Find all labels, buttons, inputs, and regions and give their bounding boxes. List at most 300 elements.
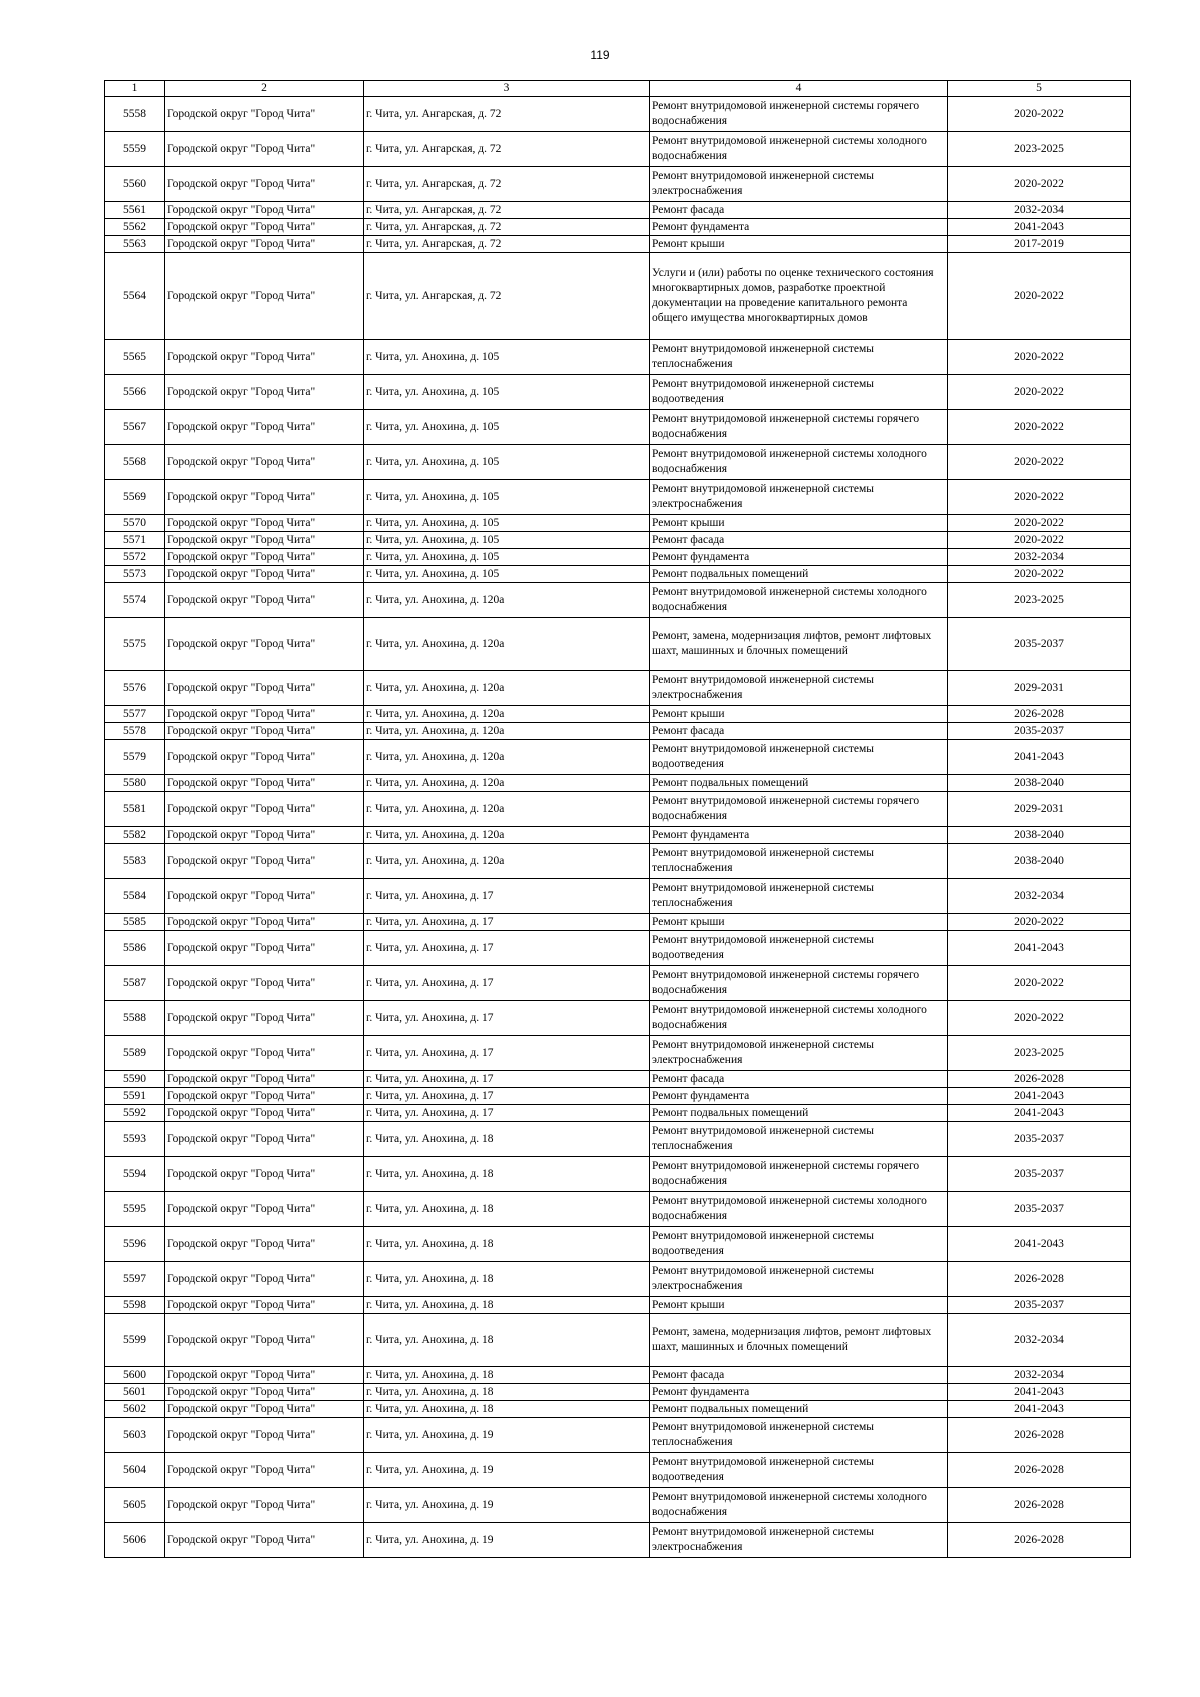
address-cell: г. Чита, ул. Анохина, д. 17 [364,879,650,914]
table-row [105,671,1131,706]
page-number: 119 [590,48,610,62]
municipality-cell: Городской округ "Город Чита" [165,1157,364,1192]
table-row [105,775,1131,792]
table-row [105,1122,1131,1157]
header-row [105,81,1131,97]
table-body [105,97,1131,1558]
work-type-cell: Ремонт внутридомовой инженерной системы теплоснабжения [650,1122,948,1157]
capital-repair-table [104,80,1131,1558]
municipality-cell: Городской округ "Город Чита" [165,1122,364,1157]
municipality-cell: Городской округ "Город Чита" [165,1367,364,1384]
work-type-cell: Ремонт внутридомовой инженерной системы холодного водоснабжения [650,1001,948,1036]
row-number-cell: 5561 [105,202,165,219]
table-row [105,1453,1131,1488]
address-cell: г. Чита, ул. Ангарская, д. 72 [364,132,650,167]
period-cell: 2041-2043 [948,1227,1131,1262]
municipality-cell: Городской округ "Город Чита" [165,566,364,583]
table-row [105,914,1131,931]
table-row [105,480,1131,515]
table-row [105,1401,1131,1418]
municipality-cell: Городской округ "Город Чита" [165,219,364,236]
table-row [105,1367,1131,1384]
table-row [105,1001,1131,1036]
address-cell: г. Чита, ул. Анохина, д. 17 [364,1071,650,1088]
row-number-cell: 5597 [105,1262,165,1297]
work-type-cell: Ремонт фасада [650,723,948,740]
table-row [105,792,1131,827]
row-number-cell: 5598 [105,1297,165,1314]
work-type-cell: Ремонт фундамента [650,827,948,844]
period-cell: 2041-2043 [948,1401,1131,1418]
table-row [105,618,1131,671]
work-type-cell: Ремонт внутридомовой инженерной системы горячего водоснабжения [650,1157,948,1192]
address-cell: г. Чита, ул. Анохина, д. 18 [364,1227,650,1262]
municipality-cell: Городской округ "Город Чита" [165,671,364,706]
row-number-cell: 5569 [105,480,165,515]
table-row [105,253,1131,340]
row-number-cell: 5605 [105,1488,165,1523]
row-number-cell: 5564 [105,253,165,340]
period-cell: 2026-2028 [948,706,1131,723]
period-cell: 2029-2031 [948,671,1131,706]
table-row [105,236,1131,253]
municipality-cell: Городской округ "Город Чита" [165,740,364,775]
table-row [105,410,1131,445]
row-number-cell: 5571 [105,532,165,549]
municipality-cell: Городской округ "Город Чита" [165,1036,364,1071]
header-col-4: 4 [650,81,948,97]
municipality-cell: Городской округ "Город Чита" [165,1453,364,1488]
row-number-cell: 5601 [105,1384,165,1401]
period-cell: 2041-2043 [948,1384,1131,1401]
period-cell: 2035-2037 [948,1122,1131,1157]
municipality-cell: Городской округ "Город Чита" [165,723,364,740]
address-cell: г. Чита, ул. Ангарская, д. 72 [364,97,650,132]
address-cell: г. Чита, ул. Анохина, д. 120а [364,740,650,775]
address-cell: г. Чита, ул. Анохина, д. 18 [364,1384,650,1401]
table-row [105,931,1131,966]
address-cell: г. Чита, ул. Анохина, д. 18 [364,1262,650,1297]
table-row [105,340,1131,375]
period-cell: 2026-2028 [948,1453,1131,1488]
table-row [105,566,1131,583]
municipality-cell: Городской округ "Город Чита" [165,340,364,375]
row-number-cell: 5590 [105,1071,165,1088]
work-type-cell: Ремонт крыши [650,236,948,253]
table-row [105,1314,1131,1367]
work-type-cell: Ремонт внутридомовой инженерной системы холодного водоснабжения [650,132,948,167]
table-row [105,1071,1131,1088]
table-row [105,879,1131,914]
work-type-cell: Ремонт внутридомовой инженерной системы электроснабжения [650,671,948,706]
row-number-cell: 5572 [105,549,165,566]
address-cell: г. Чита, ул. Ангарская, д. 72 [364,219,650,236]
address-cell: г. Чита, ул. Анохина, д. 17 [364,1036,650,1071]
period-cell: 2023-2025 [948,1036,1131,1071]
municipality-cell: Городской округ "Город Чита" [165,931,364,966]
work-type-cell: Ремонт, замена, модернизация лифтов, ремонт лифтовых шахт, машинных и блочных помещений [650,618,948,671]
row-number-cell: 5575 [105,618,165,671]
municipality-cell: Городской округ "Город Чита" [165,549,364,566]
row-number-cell: 5602 [105,1401,165,1418]
address-cell: г. Чита, ул. Анохина, д. 18 [364,1401,650,1418]
address-cell: г. Чита, ул. Анохина, д. 19 [364,1523,650,1558]
work-type-cell: Ремонт внутридомовой инженерной системы водоотведения [650,1453,948,1488]
municipality-cell: Городской округ "Город Чита" [165,1071,364,1088]
municipality-cell: Городской округ "Город Чита" [165,1192,364,1227]
period-cell: 2020-2022 [948,914,1131,931]
work-type-cell: Ремонт фасада [650,1367,948,1384]
municipality-cell: Городской округ "Город Чита" [165,914,364,931]
municipality-cell: Городской округ "Город Чита" [165,202,364,219]
work-type-cell: Ремонт крыши [650,515,948,532]
table-row [105,202,1131,219]
row-number-cell: 5579 [105,740,165,775]
table-row [105,966,1131,1001]
row-number-cell: 5594 [105,1157,165,1192]
table-row [105,827,1131,844]
period-cell: 2020-2022 [948,410,1131,445]
table-row [105,1105,1131,1122]
period-cell: 2020-2022 [948,480,1131,515]
table-header [105,81,1131,97]
row-number-cell: 5573 [105,566,165,583]
work-type-cell: Ремонт внутридомовой инженерной системы водоотведения [650,375,948,410]
table-row [105,1036,1131,1071]
period-cell: 2038-2040 [948,775,1131,792]
table-row [105,549,1131,566]
work-type-cell: Ремонт внутридомовой инженерной системы холодного водоснабжения [650,1192,948,1227]
municipality-cell: Городской округ "Город Чита" [165,1401,364,1418]
municipality-cell: Городской округ "Город Чита" [165,97,364,132]
row-number-cell: 5576 [105,671,165,706]
work-type-cell: Ремонт внутридомовой инженерной системы электроснабжения [650,1262,948,1297]
table-row [105,515,1131,532]
address-cell: г. Чита, ул. Анохина, д. 17 [364,1001,650,1036]
address-cell: г. Чита, ул. Анохина, д. 17 [364,931,650,966]
address-cell: г. Чита, ул. Анохина, д. 120а [364,671,650,706]
municipality-cell: Городской округ "Город Чита" [165,236,364,253]
period-cell: 2020-2022 [948,97,1131,132]
address-cell: г. Чита, ул. Анохина, д. 17 [364,914,650,931]
work-type-cell: Ремонт фундамента [650,549,948,566]
table-row [105,167,1131,202]
period-cell: 2041-2043 [948,219,1131,236]
work-type-cell: Ремонт, замена, модернизация лифтов, ремонт лифтовых шахт, машинных и блочных помещений [650,1314,948,1367]
address-cell: г. Чита, ул. Анохина, д. 120а [364,618,650,671]
municipality-cell: Городской округ "Город Чита" [165,1227,364,1262]
work-type-cell: Ремонт подвальных помещений [650,566,948,583]
table-row [105,1088,1131,1105]
row-number-cell: 5566 [105,375,165,410]
address-cell: г. Чита, ул. Анохина, д. 18 [364,1314,650,1367]
work-type-cell: Ремонт внутридомовой инженерной системы теплоснабжения [650,844,948,879]
address-cell: г. Чита, ул. Анохина, д. 19 [364,1488,650,1523]
municipality-cell: Городской округ "Город Чита" [165,1384,364,1401]
period-cell: 2023-2025 [948,132,1131,167]
municipality-cell: Городской округ "Город Чита" [165,375,364,410]
work-type-cell: Ремонт фундамента [650,219,948,236]
work-type-cell: Ремонт крыши [650,706,948,723]
period-cell: 2035-2037 [948,1157,1131,1192]
work-type-cell: Ремонт подвальных помещений [650,775,948,792]
municipality-cell: Городской округ "Город Чита" [165,1105,364,1122]
work-type-cell: Ремонт внутридомовой инженерной системы холодного водоснабжения [650,1488,948,1523]
address-cell: г. Чита, ул. Анохина, д. 19 [364,1418,650,1453]
period-cell: 2035-2037 [948,1192,1131,1227]
header-col-1: 1 [105,81,165,97]
row-number-cell: 5592 [105,1105,165,1122]
address-cell: г. Чита, ул. Ангарская, д. 72 [364,236,650,253]
table-row [105,1297,1131,1314]
table-row [105,723,1131,740]
municipality-cell: Городской округ "Город Чита" [165,410,364,445]
work-type-cell: Ремонт внутридомовой инженерной системы горячего водоснабжения [650,97,948,132]
address-cell: г. Чита, ул. Анохина, д. 18 [364,1157,650,1192]
row-number-cell: 5583 [105,844,165,879]
address-cell: г. Чита, ул. Ангарская, д. 72 [364,253,650,340]
row-number-cell: 5606 [105,1523,165,1558]
work-type-cell: Ремонт внутридомовой инженерной системы холодного водоснабжения [650,445,948,480]
municipality-cell: Городской округ "Город Чита" [165,583,364,618]
period-cell: 2032-2034 [948,1314,1131,1367]
period-cell: 2038-2040 [948,844,1131,879]
row-number-cell: 5584 [105,879,165,914]
address-cell: г. Чита, ул. Анохина, д. 105 [364,480,650,515]
row-number-cell: 5568 [105,445,165,480]
work-type-cell: Ремонт внутридомовой инженерной системы водоотведения [650,740,948,775]
work-type-cell: Ремонт крыши [650,1297,948,1314]
row-number-cell: 5588 [105,1001,165,1036]
work-type-cell: Ремонт внутридомовой инженерной системы теплоснабжения [650,1418,948,1453]
address-cell: г. Чита, ул. Анохина, д. 120а [364,775,650,792]
header-col-2: 2 [165,81,364,97]
address-cell: г. Чита, ул. Анохина, д. 105 [364,515,650,532]
table-row [105,132,1131,167]
table-row [105,1384,1131,1401]
address-cell: г. Чита, ул. Ангарская, д. 72 [364,167,650,202]
row-number-cell: 5580 [105,775,165,792]
address-cell: г. Чита, ул. Анохина, д. 120а [364,844,650,879]
period-cell: 2032-2034 [948,879,1131,914]
work-type-cell: Ремонт внутридомовой инженерной системы электроснабжения [650,480,948,515]
period-cell: 2020-2022 [948,340,1131,375]
work-type-cell: Ремонт внутридомовой инженерной системы водоотведения [650,1227,948,1262]
municipality-cell: Городской округ "Город Чита" [165,445,364,480]
municipality-cell: Городской округ "Город Чита" [165,1088,364,1105]
period-cell: 2032-2034 [948,202,1131,219]
address-cell: г. Чита, ул. Анохина, д. 120а [364,723,650,740]
period-cell: 2029-2031 [948,792,1131,827]
table-row [105,740,1131,775]
period-cell: 2041-2043 [948,1088,1131,1105]
municipality-cell: Городской округ "Город Чита" [165,775,364,792]
municipality-cell: Городской округ "Город Чита" [165,966,364,1001]
table-row [105,375,1131,410]
work-type-cell: Ремонт фасада [650,202,948,219]
period-cell: 2026-2028 [948,1071,1131,1088]
address-cell: г. Чита, ул. Анохина, д. 105 [364,410,650,445]
work-type-cell: Ремонт фундамента [650,1384,948,1401]
municipality-cell: Городской округ "Город Чита" [165,1001,364,1036]
work-type-cell: Ремонт внутридомовой инженерной системы теплоснабжения [650,879,948,914]
work-type-cell: Ремонт фасада [650,1071,948,1088]
header-col-3: 3 [364,81,650,97]
municipality-cell: Городской округ "Город Чита" [165,1297,364,1314]
table-row [105,583,1131,618]
period-cell: 2026-2028 [948,1523,1131,1558]
row-number-cell: 5589 [105,1036,165,1071]
row-number-cell: 5603 [105,1418,165,1453]
row-number-cell: 5563 [105,236,165,253]
work-type-cell: Ремонт внутридомовой инженерной системы теплоснабжения [650,340,948,375]
period-cell: 2020-2022 [948,445,1131,480]
municipality-cell: Городской округ "Город Чита" [165,618,364,671]
municipality-cell: Городской округ "Город Чита" [165,167,364,202]
table-row [105,219,1131,236]
row-number-cell: 5599 [105,1314,165,1367]
period-cell: 2020-2022 [948,966,1131,1001]
work-type-cell: Ремонт внутридомовой инженерной системы электроснабжения [650,1036,948,1071]
period-cell: 2020-2022 [948,253,1131,340]
row-number-cell: 5586 [105,931,165,966]
work-type-cell: Ремонт фундамента [650,1088,948,1105]
period-cell: 2020-2022 [948,532,1131,549]
period-cell: 2020-2022 [948,566,1131,583]
row-number-cell: 5574 [105,583,165,618]
address-cell: г. Чита, ул. Анохина, д. 17 [364,966,650,1001]
period-cell: 2020-2022 [948,1001,1131,1036]
period-cell: 2026-2028 [948,1262,1131,1297]
municipality-cell: Городской округ "Город Чита" [165,1523,364,1558]
municipality-cell: Городской округ "Город Чита" [165,1418,364,1453]
municipality-cell: Городской округ "Город Чита" [165,1314,364,1367]
period-cell: 2020-2022 [948,375,1131,410]
work-type-cell: Ремонт внутридомовой инженерной системы горячего водоснабжения [650,966,948,1001]
address-cell: г. Чита, ул. Анохина, д. 105 [364,532,650,549]
work-type-cell: Ремонт внутридомовой инженерной системы электроснабжения [650,1523,948,1558]
period-cell: 2041-2043 [948,931,1131,966]
header-col-5: 5 [948,81,1131,97]
address-cell: г. Чита, ул. Анохина, д. 18 [364,1192,650,1227]
row-number-cell: 5562 [105,219,165,236]
work-type-cell: Ремонт крыши [650,914,948,931]
work-type-cell: Ремонт внутридомовой инженерной системы горячего водоснабжения [650,792,948,827]
row-number-cell: 5567 [105,410,165,445]
period-cell: 2032-2034 [948,1367,1131,1384]
address-cell: г. Чита, ул. Анохина, д. 105 [364,375,650,410]
table-row [105,1262,1131,1297]
row-number-cell: 5570 [105,515,165,532]
address-cell: г. Чита, ул. Ангарская, д. 72 [364,202,650,219]
municipality-cell: Городской округ "Город Чита" [165,1262,364,1297]
period-cell: 2020-2022 [948,167,1131,202]
row-number-cell: 5558 [105,97,165,132]
row-number-cell: 5560 [105,167,165,202]
municipality-cell: Городской округ "Город Чита" [165,1488,364,1523]
table-row [105,97,1131,132]
address-cell: г. Чита, ул. Анохина, д. 17 [364,1105,650,1122]
work-type-cell: Ремонт подвальных помещений [650,1105,948,1122]
work-type-cell: Ремонт фасада [650,532,948,549]
address-cell: г. Чита, ул. Анохина, д. 18 [364,1122,650,1157]
row-number-cell: 5577 [105,706,165,723]
row-number-cell: 5600 [105,1367,165,1384]
row-number-cell: 5559 [105,132,165,167]
row-number-cell: 5596 [105,1227,165,1262]
municipality-cell: Городской округ "Город Чита" [165,879,364,914]
address-cell: г. Чита, ул. Анохина, д. 105 [364,445,650,480]
period-cell: 2026-2028 [948,1488,1131,1523]
address-cell: г. Чита, ул. Анохина, д. 120а [364,792,650,827]
municipality-cell: Городской округ "Город Чита" [165,827,364,844]
municipality-cell: Городской округ "Город Чита" [165,253,364,340]
address-cell: г. Чита, ул. Анохина, д. 18 [364,1367,650,1384]
work-type-cell: Ремонт внутридомовой инженерной системы электроснабжения [650,167,948,202]
address-cell: г. Чита, ул. Анохина, д. 105 [364,549,650,566]
work-type-cell: Ремонт внутридомовой инженерной системы водоотведения [650,931,948,966]
municipality-cell: Городской округ "Город Чита" [165,132,364,167]
address-cell: г. Чита, ул. Анохина, д. 105 [364,340,650,375]
address-cell: г. Чита, ул. Анохина, д. 17 [364,1088,650,1105]
work-type-cell: Ремонт внутридомовой инженерной системы холодного водоснабжения [650,583,948,618]
row-number-cell: 5587 [105,966,165,1001]
address-cell: г. Чита, ул. Анохина, д. 19 [364,1453,650,1488]
table-row [105,1488,1131,1523]
row-number-cell: 5593 [105,1122,165,1157]
period-cell: 2041-2043 [948,1105,1131,1122]
period-cell: 2035-2037 [948,723,1131,740]
address-cell: г. Чита, ул. Анохина, д. 120а [364,827,650,844]
table-row [105,532,1131,549]
table-row [105,1192,1131,1227]
period-cell: 2038-2040 [948,827,1131,844]
table-row [105,844,1131,879]
table-row [105,1523,1131,1558]
row-number-cell: 5565 [105,340,165,375]
address-cell: г. Чита, ул. Анохина, д. 18 [364,1297,650,1314]
table-row [105,1418,1131,1453]
municipality-cell: Городской округ "Город Чита" [165,792,364,827]
period-cell: 2023-2025 [948,583,1131,618]
table-row [105,445,1131,480]
municipality-cell: Городской округ "Город Чита" [165,706,364,723]
period-cell: 2041-2043 [948,740,1131,775]
table-row [105,1157,1131,1192]
table-row [105,1227,1131,1262]
address-cell: г. Чита, ул. Анохина, д. 120а [364,583,650,618]
municipality-cell: Городской округ "Город Чита" [165,480,364,515]
address-cell: г. Чита, ул. Анохина, д. 105 [364,566,650,583]
period-cell: 2032-2034 [948,549,1131,566]
row-number-cell: 5591 [105,1088,165,1105]
period-cell: 2035-2037 [948,618,1131,671]
period-cell: 2017-2019 [948,236,1131,253]
work-type-cell: Ремонт внутридомовой инженерной системы горячего водоснабжения [650,410,948,445]
period-cell: 2026-2028 [948,1418,1131,1453]
row-number-cell: 5585 [105,914,165,931]
municipality-cell: Городской округ "Город Чита" [165,844,364,879]
row-number-cell: 5595 [105,1192,165,1227]
row-number-cell: 5604 [105,1453,165,1488]
row-number-cell: 5581 [105,792,165,827]
municipality-cell: Городской округ "Город Чита" [165,532,364,549]
row-number-cell: 5578 [105,723,165,740]
address-cell: г. Чита, ул. Анохина, д. 120а [364,706,650,723]
work-type-cell: Ремонт подвальных помещений [650,1401,948,1418]
municipality-cell: Городской округ "Город Чита" [165,515,364,532]
table-row [105,706,1131,723]
